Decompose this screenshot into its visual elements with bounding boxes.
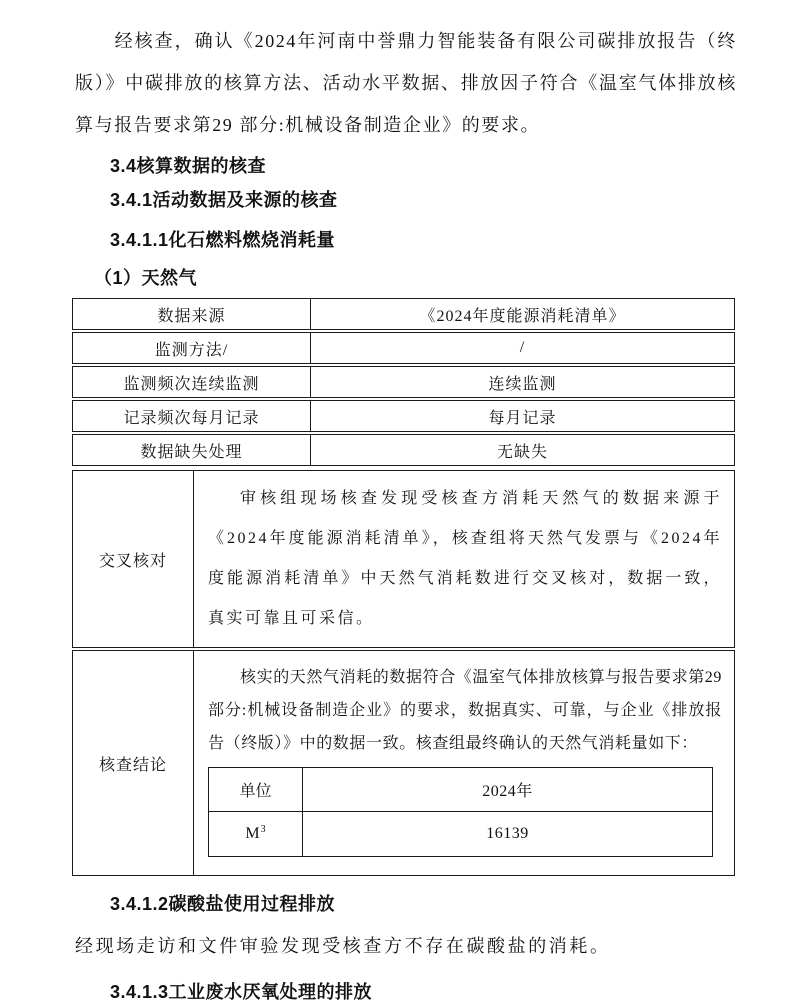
conclusion-label: 核查结论 (73, 651, 194, 875)
table-row-data-source (72, 298, 735, 330)
row-label: 记录频次每月记录 (73, 401, 311, 431)
cross-check-cell (194, 471, 734, 647)
conclusion-cell (194, 651, 734, 875)
heading-3-4-1-2: 3.4.1.2碳酸盐使用过程排放 (110, 894, 336, 914)
unit-exponent: 3 (260, 824, 266, 835)
row-label: 数据缺失处理 (73, 435, 311, 465)
table-row-monitor-method (72, 332, 735, 364)
row-value: / (519, 339, 526, 356)
unit-symbol: M (245, 825, 260, 842)
unit-cell (209, 812, 303, 856)
row-label: 监测方法/ (73, 333, 311, 363)
heading-3-4-1: 3.4.1活动数据及来源的核查 (110, 190, 338, 210)
year-header-cell: 2024年 (482, 783, 533, 800)
row-value: 每月记录 (488, 409, 557, 427)
row-label: 数据来源 (73, 299, 311, 329)
cross-check-text: 审核组现场核查发现受核查方消耗天然气的数据来源于《2024年度能源消耗清单》，核查组将天然气发票与《2024年度能源消耗清单》中天然气消耗数进行交叉核对，数据一致，真实可靠且可采信。 (208, 490, 722, 627)
carbonate-paragraph: 经现场走访和文件审验发现受核查方不存在碳酸盐的消耗。 (75, 936, 611, 956)
heading-3-4: 3.4核算数据的核查 (110, 156, 267, 176)
consumption-header-row (209, 768, 712, 812)
consumption-value-cell: 16139 (486, 825, 529, 842)
unit-header-cell: 单位 (209, 768, 303, 811)
gas-consumption-table (208, 767, 713, 857)
consumption-value-row (209, 812, 712, 856)
conclusion-row (72, 650, 735, 876)
row-value: 连续监测 (488, 375, 557, 393)
heading-3-4-1-1: 3.4.1.1化石燃料燃烧消耗量 (110, 230, 336, 250)
document-page (0, 20, 800, 1002)
verification-table (72, 298, 735, 876)
heading-3-4-1-3: 3.4.1.3工业废水厌氧处理的排放 (110, 982, 373, 1002)
row-value: 《2024年度能源消耗清单》 (419, 307, 626, 325)
table-row-missing-data (72, 434, 735, 466)
intro-paragraph: 经核查，确认《2024年河南中誉鼎力智能装备有限公司碳排放报告（终版）》中碳排放的核算方法、活动水平数据、排放因子符合《温室气体排放核算与报告要求第29 部分:机械设备制造企业》的要求。 (75, 31, 737, 135)
table-row-record-frequency (72, 400, 735, 432)
table-row-monitor-frequency (72, 366, 735, 398)
cross-check-label: 交叉核对 (73, 471, 194, 647)
list-item-natural-gas: （1）天然气 (94, 268, 198, 288)
conclusion-text: 核实的天然气消耗的数据符合《温室气体排放核算与报告要求第29 部分:机械设备制造企业》的要求，数据真实、可靠，与企业《排放报告（终版）》中的数据一致。核查组最终确认的天然气消耗量如下： (208, 669, 723, 752)
cross-check-row (72, 470, 735, 648)
row-value: 无缺失 (496, 443, 548, 461)
row-label: 监测频次连续监测 (73, 367, 311, 397)
